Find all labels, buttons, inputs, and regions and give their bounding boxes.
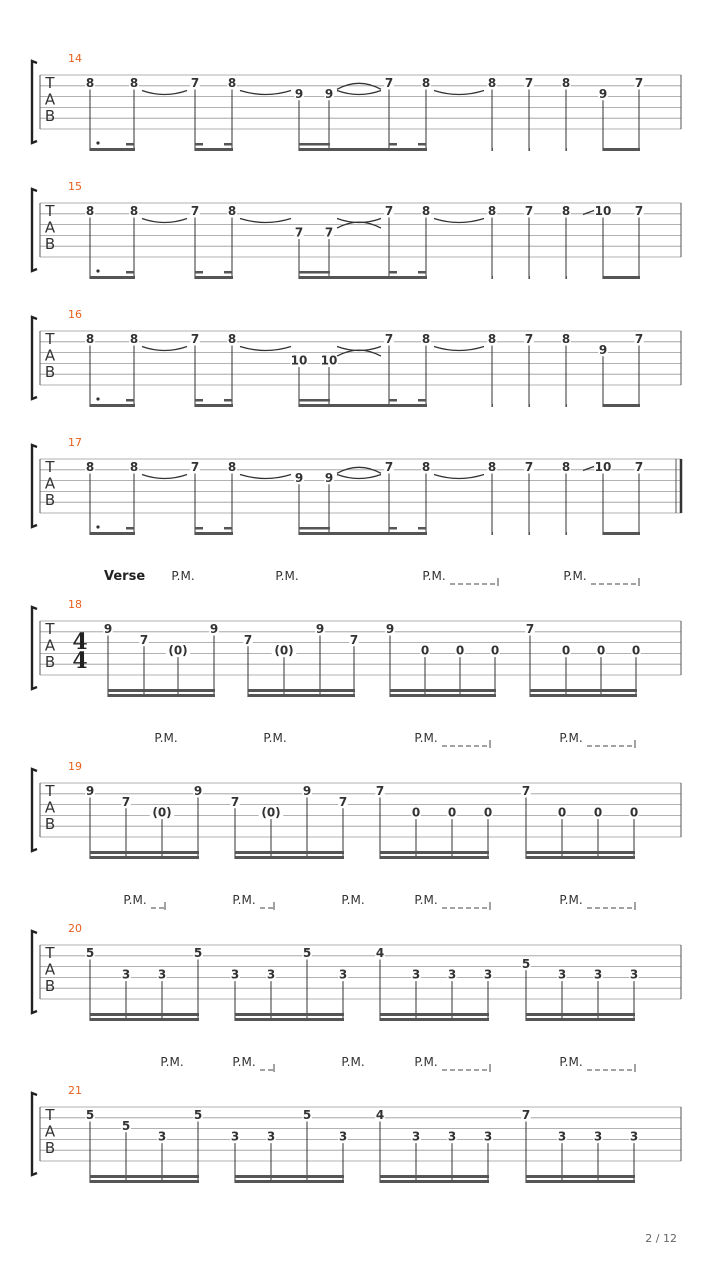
beam [603,148,640,151]
beam-secondary [526,851,635,854]
tie [240,475,291,479]
beam-stub [126,527,134,530]
fret-number: 7 [524,460,534,474]
fret-number: 8 [487,460,497,474]
measure-number: 21 [68,1084,82,1097]
beam-secondary [380,1013,489,1016]
fret-number: 7 [294,225,304,240]
fret-number: 0 [561,643,571,658]
beam-stub [418,399,426,402]
fret-number: 10 [594,204,612,218]
beam [380,1180,489,1183]
beam [530,694,637,697]
fret-number: 7 [324,225,334,240]
fret-number: 0 [596,643,606,658]
fret-number: 8 [421,460,431,474]
beam-stub [389,399,397,402]
tab-clef-b: B [44,491,56,509]
beam [492,276,493,279]
fret-number: (0) [152,805,172,820]
fret-number: 9 [315,622,325,636]
fret-number: 10 [320,353,338,368]
tie [434,91,484,95]
fret-number: 7 [190,76,200,90]
fret-number: 8 [85,204,95,218]
fret-number: 7 [524,76,534,90]
system-bracket [32,445,37,527]
fret-number: 9 [324,470,334,485]
fret-number: 3 [230,1129,240,1144]
palm-mute-label: P.M. [414,893,438,907]
tab-clef-a: A [44,474,56,493]
measure-number: 15 [68,180,82,193]
beam [90,404,135,407]
fret-number: 8 [561,204,571,218]
tie [142,91,187,95]
fret-number: 8 [129,460,139,474]
fret-number: 9 [324,86,334,101]
page-number: 2 / 12 [645,1232,677,1245]
fret-number: 7 [190,332,200,346]
dot [96,525,99,528]
tab-clef-b: B [44,363,56,381]
fret-number: 3 [157,1129,167,1144]
beam-secondary [299,271,330,274]
tab-clef-a: A [44,346,56,365]
beam [526,1018,635,1021]
fret-number: 3 [121,967,131,982]
fret-number: 9 [193,784,203,798]
tie [240,91,291,95]
tab-clef-t: T [45,330,55,348]
fret-number: 7 [190,204,200,218]
beam-secondary [90,1175,199,1178]
dot [96,141,99,144]
fret-number: 8 [487,76,497,90]
beam-secondary [235,1013,344,1016]
measure-number: 20 [68,922,82,935]
tab-clef-a: A [44,218,56,237]
palm-mute-label: P.M. [275,569,299,583]
fret-number: 0 [490,643,500,658]
fret-number: 9 [209,622,219,636]
beam-secondary [390,689,496,692]
beam-secondary [299,527,330,530]
fret-number: 7 [243,632,253,647]
fret-number: 8 [85,76,95,90]
beam [299,404,427,407]
beam-secondary [526,1013,635,1016]
beam [235,1180,344,1183]
palm-mute-label: P.M. [171,569,195,583]
tab-clef-a: A [44,798,56,817]
fret-number: 7 [521,784,531,798]
fret-number: 8 [227,204,237,218]
fret-number: 8 [129,204,139,218]
fret-number: 7 [384,204,394,218]
palm-mute-label: P.M. [341,1055,365,1069]
tab-clef-t: T [45,620,55,638]
tie [434,347,484,351]
fret-number: 9 [294,470,304,485]
palm-mute-label: P.M. [414,1055,438,1069]
beam-secondary [248,689,355,692]
tab-clef-b: B [44,977,56,995]
beam [529,276,530,279]
measure-number: 18 [68,598,82,611]
tab-clef-t: T [45,202,55,220]
fret-number: 7 [121,794,131,809]
palm-mute-label: P.M. [263,731,287,745]
system-bracket [32,189,37,271]
system-measure-17 [32,436,681,535]
beam-stub [195,143,203,146]
beam [90,1018,199,1021]
beam [492,148,493,151]
fret-number: 9 [103,622,113,636]
fret-number: 3 [629,967,639,982]
palm-mute-label: P.M. [341,893,365,907]
measure-number: 17 [68,436,82,449]
fret-number: 7 [384,460,394,474]
system-measure-21 [32,1084,681,1183]
tie [240,219,291,223]
beam-secondary [108,689,215,692]
beam [90,856,199,859]
fret-number: 0 [447,805,457,820]
beam-secondary [90,1013,199,1016]
system-bracket [32,1093,37,1175]
fret-number: 0 [420,643,430,658]
fret-number: 3 [557,967,567,982]
fret-number: 7 [634,76,644,90]
fret-number: 9 [85,784,95,798]
system-measure-19 [32,760,681,859]
tab-clef-a: A [44,636,56,655]
tab-clef-a: A [44,960,56,979]
beam [248,694,355,697]
palm-mute-label: P.M. [414,731,438,745]
slur-arc [337,83,381,89]
fret-number: 7 [384,76,394,90]
fret-number: 0 [455,643,465,658]
fret-number: 9 [385,622,395,636]
fret-number: 3 [338,1129,348,1144]
fret-number: 7 [375,784,385,798]
fret-number: 8 [85,332,95,346]
palm-mute-label: P.M. [559,893,583,907]
beam-secondary [380,851,489,854]
tab-clef-t: T [45,458,55,476]
palm-mute-label: P.M. [160,1055,184,1069]
beam [529,148,530,151]
beam-secondary [90,851,199,854]
fret-number: 3 [266,1129,276,1144]
fret-number: 8 [561,332,571,346]
beam-stub [126,271,134,274]
beam [195,148,233,151]
fret-number: 5 [85,1108,95,1122]
tie [337,475,381,479]
fret-number: 8 [129,76,139,90]
beam [390,694,496,697]
slur-arc [337,467,381,473]
tie [434,475,484,479]
fret-number: 3 [483,967,493,982]
fret-number: 7 [521,1108,531,1122]
fret-number: 8 [227,332,237,346]
beam [195,532,233,535]
tie [240,347,291,351]
fret-number: 8 [421,204,431,218]
tie [142,347,187,351]
beam [299,532,427,535]
fret-number: 8 [487,204,497,218]
fret-number: 7 [139,632,149,647]
fret-number: 8 [421,332,431,346]
beam [380,1018,489,1021]
fret-number: 0 [629,805,639,820]
fret-number: 7 [349,632,359,647]
fret-number: (0) [261,805,281,820]
fret-number: 8 [227,76,237,90]
beam [566,276,567,279]
fret-number: 9 [598,86,608,101]
beam-stub [224,143,232,146]
system-measure-16 [32,308,681,407]
beam-secondary [299,143,330,146]
dot [96,269,99,272]
system-bracket [32,769,37,851]
fret-number: 8 [421,76,431,90]
fret-number: 0 [411,805,421,820]
measure-number: 14 [68,52,82,65]
section-label: Verse [104,569,146,584]
fret-number: 3 [593,967,603,982]
beam-secondary [380,1175,489,1178]
palm-mute-label: P.M. [559,731,583,745]
fret-number: 3 [593,1129,603,1144]
measure-number: 19 [68,760,82,773]
beam [235,856,344,859]
palm-mute-label: P.M. [559,1055,583,1069]
tie [337,91,381,95]
fret-number: 5 [302,1108,312,1122]
beam [526,1180,635,1183]
system-bracket [32,317,37,399]
beam [380,856,489,859]
fret-number: 0 [631,643,641,658]
tab-clef-b: B [44,235,56,253]
beam [299,148,427,151]
beam-stub [126,143,134,146]
beam [299,276,427,279]
beam [566,532,567,535]
beam-secondary [530,689,637,692]
fret-number: 8 [561,460,571,474]
beam [90,532,135,535]
fret-number: 3 [557,1129,567,1144]
beam [566,404,567,407]
beam [90,148,135,151]
beam [235,1018,344,1021]
palm-mute-label: P.M. [154,731,178,745]
beam-stub [389,271,397,274]
fret-number: 7 [190,460,200,474]
palm-mute-label: P.M. [123,893,147,907]
fret-number: 7 [524,332,534,346]
fret-number: 5 [193,946,203,960]
fret-number: 3 [157,967,167,982]
fret-number: 7 [524,204,534,218]
fret-number: 0 [557,805,567,820]
tab-clef-b: B [44,107,56,125]
fret-number: 9 [302,784,312,798]
palm-mute-label: P.M. [422,569,446,583]
tie [142,219,187,223]
fret-number: 5 [85,946,95,960]
fret-number: 3 [447,967,457,982]
fret-number: 3 [338,967,348,982]
fret-number: 8 [561,76,571,90]
beam-stub [195,399,203,402]
fret-number: 5 [521,956,531,971]
beam [492,532,493,535]
fret-number: 7 [384,332,394,346]
beam-stub [126,399,134,402]
fret-number: 5 [302,946,312,960]
fret-number: 7 [634,332,644,346]
beam-secondary [235,1175,344,1178]
fret-number: 10 [594,460,612,474]
fret-number: 3 [629,1129,639,1144]
fret-number: 7 [634,204,644,218]
fret-number: 8 [129,332,139,346]
system-measure-15 [32,180,681,279]
palm-mute-label: P.M. [563,569,587,583]
tab-clef-b: B [44,653,56,671]
tab-clef-t: T [45,782,55,800]
fret-number: 4 [375,1108,385,1122]
dot [96,397,99,400]
beam [492,404,493,407]
beam [603,404,640,407]
beam-stub [224,399,232,402]
beam [195,404,233,407]
fret-number: (0) [274,643,294,658]
fret-number: (0) [168,643,188,658]
beam [603,532,640,535]
fret-number: 7 [338,794,348,809]
fret-number: 0 [483,805,493,820]
beam-stub [389,143,397,146]
system-measure-14 [32,52,681,151]
beam [108,694,215,697]
fret-number: 10 [290,353,308,368]
fret-number: 5 [193,1108,203,1122]
beam-stub [195,271,203,274]
system-bracket [32,931,37,1013]
fret-number: 3 [411,967,421,982]
palm-mute-label: P.M. [232,1055,256,1069]
fret-number: 9 [598,342,608,357]
beam-stub [224,527,232,530]
beam [90,1180,199,1183]
beam [603,276,640,279]
fret-number: 5 [121,1118,131,1133]
tab-clef-b: B [44,815,56,833]
tab-clef-t: T [45,944,55,962]
beam [529,532,530,535]
tab-clef-t: T [45,1106,55,1124]
beam-secondary [299,399,330,402]
system-measure-20 [32,922,681,1021]
beam-stub [224,271,232,274]
beam [526,856,635,859]
beam-stub [195,527,203,530]
fret-number: 3 [483,1129,493,1144]
fret-number: 3 [411,1129,421,1144]
time-signature-top: 4 [72,629,88,655]
beam [566,148,567,151]
fret-number: 4 [375,946,385,960]
tab-clef-a: A [44,1122,56,1141]
fret-number: 3 [447,1129,457,1144]
fret-number: 8 [85,460,95,474]
beam [90,276,135,279]
fret-number: 9 [294,86,304,101]
beam-stub [418,143,426,146]
measure-number: 16 [68,308,82,321]
beam [529,404,530,407]
fret-number: 0 [593,805,603,820]
beam-stub [418,271,426,274]
tab-clef-t: T [45,74,55,92]
beam-secondary [235,851,344,854]
system-bracket [32,61,37,143]
system-measure-18 [32,598,681,697]
fret-number: 7 [230,794,240,809]
beam [195,276,233,279]
beam-stub [418,527,426,530]
fret-number: 8 [487,332,497,346]
beam-secondary [526,1175,635,1178]
fret-number: 3 [230,967,240,982]
system-bracket [32,607,37,689]
time-signature-bottom: 4 [72,648,88,674]
tab-clef-b: B [44,1139,56,1157]
beam-stub [389,527,397,530]
fret-number: 7 [525,622,535,636]
tie [434,219,484,223]
fret-number: 3 [266,967,276,982]
tie [142,475,187,479]
tab-clef-a: A [44,90,56,109]
fret-number: 7 [634,460,644,474]
fret-number: 8 [227,460,237,474]
palm-mute-label: P.M. [232,893,256,907]
